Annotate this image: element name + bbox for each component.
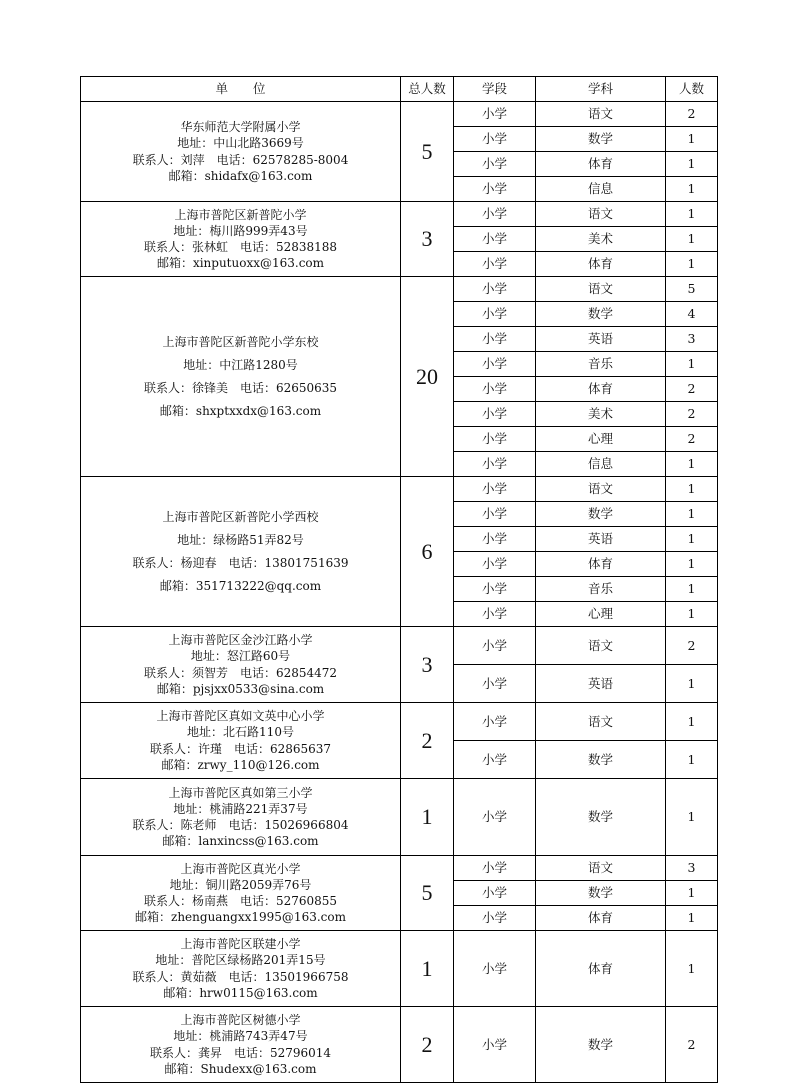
school-address: 地址：铜川路2059弄76号: [169, 877, 312, 892]
cell-count: 1: [666, 452, 718, 477]
cell-stage: 小学: [454, 302, 536, 327]
cell-stage: 小学: [454, 665, 536, 703]
school-total: 2: [401, 703, 454, 779]
school-info-cell: [81, 779, 401, 856]
cell-subject: 数学: [536, 127, 666, 152]
school-name: 上海市普陀区树德小学: [180, 1013, 301, 1028]
cell-stage: 小学: [454, 427, 536, 452]
school-name: 华东师范大学附属小学: [180, 120, 301, 135]
cell-subject: 数学: [536, 1007, 666, 1083]
school-info-cell: [81, 1007, 401, 1083]
school-contact: 联系人：刘萍 电话：62578285-8004: [132, 152, 349, 167]
cell-stage: 小学: [454, 931, 536, 1007]
cell-stage: 小学: [454, 602, 536, 627]
cell-count: 2: [666, 377, 718, 402]
school-info-cell: [81, 627, 401, 703]
school-email: 邮箱：hrw0115@163.com: [163, 985, 318, 1000]
cell-count: 2: [666, 427, 718, 452]
school-total: 1: [401, 931, 454, 1007]
table-row: [81, 477, 718, 502]
school-total: 3: [401, 627, 454, 703]
cell-subject: 语文: [536, 202, 666, 227]
cell-count: 2: [666, 102, 718, 127]
school-email: 邮箱：351713222@qq.com: [159, 579, 322, 594]
cell-count: 1: [666, 502, 718, 527]
school-total: 20: [401, 277, 454, 477]
cell-subject: 数学: [536, 881, 666, 906]
cell-subject: 体育: [536, 552, 666, 577]
cell-count: 1: [666, 352, 718, 377]
header-stage: 学段: [454, 77, 536, 102]
cell-count: 1: [666, 779, 718, 856]
school-info-cell: [81, 277, 401, 477]
school-email: 邮箱：shxptxxdx@163.com: [159, 404, 322, 419]
cell-subject: 语文: [536, 856, 666, 881]
cell-count: 2: [666, 402, 718, 427]
cell-subject: 体育: [536, 931, 666, 1007]
school-contact: 联系人：龚昇 电话：52796014: [149, 1045, 332, 1060]
table-row: [81, 627, 718, 665]
school-contact: 联系人：许瑾 电话：62865637: [149, 741, 332, 756]
school-address: 地址：绿杨路51弄82号: [177, 532, 304, 547]
cell-stage: 小学: [454, 152, 536, 177]
school-address: 地址：桃浦路743弄47号: [173, 1029, 308, 1044]
cell-count: 1: [666, 703, 718, 741]
school-address: 地址：北石路110号: [187, 725, 294, 740]
school-name: 上海市普陀区真如文英中心小学: [156, 709, 325, 724]
cell-count: 1: [666, 602, 718, 627]
school-info-cell: [81, 202, 401, 277]
school-email: 邮箱：zhenguangxx1995@163.com: [135, 910, 346, 925]
school-info-cell: [81, 102, 401, 202]
cell-stage: 小学: [454, 277, 536, 302]
cell-subject: 语文: [536, 703, 666, 741]
school-total: 1: [401, 779, 454, 856]
school-address: 地址：梅川路999弄43号: [173, 223, 308, 238]
cell-stage: 小学: [454, 502, 536, 527]
cell-count: 1: [666, 577, 718, 602]
header-count: 人数: [666, 77, 718, 102]
school-info-cell: [81, 931, 401, 1007]
cell-count: 1: [666, 665, 718, 703]
school-total: 2: [401, 1007, 454, 1083]
cell-stage: 小学: [454, 452, 536, 477]
cell-stage: 小学: [454, 177, 536, 202]
cell-stage: 小学: [454, 527, 536, 552]
cell-subject: 美术: [536, 227, 666, 252]
school-contact: 联系人：黄茹薇 电话：13501966758: [132, 969, 349, 984]
cell-stage: 小学: [454, 377, 536, 402]
cell-subject: 数学: [536, 741, 666, 779]
cell-stage: 小学: [454, 327, 536, 352]
cell-count: 1: [666, 252, 718, 277]
cell-subject: 信息: [536, 452, 666, 477]
header-row: [81, 77, 718, 102]
school-total: 3: [401, 202, 454, 277]
school-total: 6: [401, 477, 454, 627]
table-row: [81, 102, 718, 127]
recruitment-table: [80, 76, 718, 1083]
cell-stage: 小学: [454, 227, 536, 252]
table-row: [81, 703, 718, 741]
cell-subject: 音乐: [536, 352, 666, 377]
cell-subject: 体育: [536, 152, 666, 177]
cell-subject: 语文: [536, 477, 666, 502]
table-row: [81, 779, 718, 856]
cell-count: 1: [666, 227, 718, 252]
school-name: 上海市普陀区联建小学: [180, 937, 301, 952]
cell-subject: 英语: [536, 327, 666, 352]
cell-count: 1: [666, 881, 718, 906]
cell-stage: 小学: [454, 703, 536, 741]
school-contact: 联系人：杨南燕 电话：52760855: [143, 894, 338, 908]
school-contact: 联系人：陈老师 电话：15026966804: [132, 818, 349, 832]
school-info-cell: [81, 856, 401, 931]
cell-count: 1: [666, 931, 718, 1007]
cell-stage: 小学: [454, 906, 536, 931]
header-subject: 学科: [536, 77, 666, 102]
school-contact: 联系人：杨迎春 电话：13801751639: [132, 556, 349, 570]
cell-count: 3: [666, 856, 718, 881]
school-email: 邮箱：zrwy_110@126.com: [161, 757, 320, 772]
cell-subject: 语文: [536, 627, 666, 665]
cell-subject: 体育: [536, 252, 666, 277]
cell-subject: 音乐: [536, 577, 666, 602]
school-total: 5: [401, 102, 454, 202]
cell-subject: 语文: [536, 277, 666, 302]
cell-count: 1: [666, 152, 718, 177]
table-row: [81, 277, 718, 302]
cell-subject: 信息: [536, 177, 666, 202]
cell-count: 1: [666, 177, 718, 202]
school-name: 上海市普陀区真光小学: [180, 861, 301, 876]
cell-count: 4: [666, 302, 718, 327]
school-email: 邮箱：shidafx@163.com: [168, 168, 313, 183]
cell-stage: 小学: [454, 102, 536, 127]
school-address: 地址：中山北路3669号: [177, 136, 304, 151]
school-email: 邮箱：xinputuoxx@163.com: [156, 256, 325, 271]
header-total: 总人数: [401, 77, 454, 102]
school-name: 上海市普陀区真如第三小学: [168, 785, 313, 800]
cell-stage: 小学: [454, 856, 536, 881]
school-email: 邮箱：Shudexx@163.com: [164, 1061, 317, 1076]
school-email: 邮箱：lanxincss@163.com: [162, 834, 319, 849]
school-info-cell: [81, 703, 401, 779]
cell-count: 2: [666, 627, 718, 665]
cell-stage: 小学: [454, 1007, 536, 1083]
school-name: 上海市普陀区金沙江路小学: [168, 633, 313, 648]
school-contact: 联系人：张林虹 电话：52838188: [143, 240, 338, 254]
cell-subject: 心理: [536, 427, 666, 452]
cell-count: 2: [666, 1007, 718, 1083]
cell-count: 3: [666, 327, 718, 352]
header-unit: 单 位: [81, 77, 401, 102]
cell-stage: 小学: [454, 577, 536, 602]
cell-stage: 小学: [454, 477, 536, 502]
school-address: 地址：桃浦路221弄37号: [173, 801, 308, 816]
school-info-cell: [81, 477, 401, 627]
school-address: 地址：中江路1280号: [183, 357, 298, 372]
cell-stage: 小学: [454, 741, 536, 779]
cell-stage: 小学: [454, 552, 536, 577]
cell-count: 1: [666, 741, 718, 779]
school-contact: 联系人：徐锋美 电话：62650635: [143, 381, 338, 395]
cell-subject: 英语: [536, 665, 666, 703]
cell-count: 5: [666, 277, 718, 302]
cell-subject: 英语: [536, 527, 666, 552]
cell-subject: 体育: [536, 906, 666, 931]
cell-subject: 美术: [536, 402, 666, 427]
cell-stage: 小学: [454, 127, 536, 152]
table-row: [81, 202, 718, 227]
cell-subject: 数学: [536, 302, 666, 327]
cell-count: 1: [666, 202, 718, 227]
cell-count: 1: [666, 477, 718, 502]
cell-stage: 小学: [454, 202, 536, 227]
cell-stage: 小学: [454, 881, 536, 906]
cell-stage: 小学: [454, 252, 536, 277]
school-address: 地址：怒江路60号: [190, 649, 291, 664]
table-row: [81, 931, 718, 1007]
school-name: 上海市普陀区新普陀小学东校: [162, 334, 319, 349]
school-address: 地址：普陀区绿杨路201弄15号: [155, 953, 326, 968]
cell-subject: 体育: [536, 377, 666, 402]
school-name: 上海市普陀区新普陀小学: [174, 207, 307, 222]
cell-count: 1: [666, 127, 718, 152]
cell-stage: 小学: [454, 627, 536, 665]
cell-count: 1: [666, 552, 718, 577]
table-row: [81, 1007, 718, 1083]
cell-subject: 心理: [536, 602, 666, 627]
table-body: [81, 102, 718, 1083]
cell-subject: 数学: [536, 779, 666, 856]
cell-stage: 小学: [454, 352, 536, 377]
cell-subject: 数学: [536, 502, 666, 527]
cell-stage: 小学: [454, 402, 536, 427]
school-email: 邮箱：pjsjxx0533@sina.com: [156, 681, 325, 696]
cell-subject: 语文: [536, 102, 666, 127]
table-row: [81, 856, 718, 881]
school-contact: 联系人：须智芳 电话：62854472: [143, 665, 338, 680]
cell-count: 1: [666, 527, 718, 552]
school-name: 上海市普陀区新普陀小学西校: [162, 509, 319, 524]
cell-count: 1: [666, 906, 718, 931]
school-total: 5: [401, 856, 454, 931]
cell-stage: 小学: [454, 779, 536, 856]
